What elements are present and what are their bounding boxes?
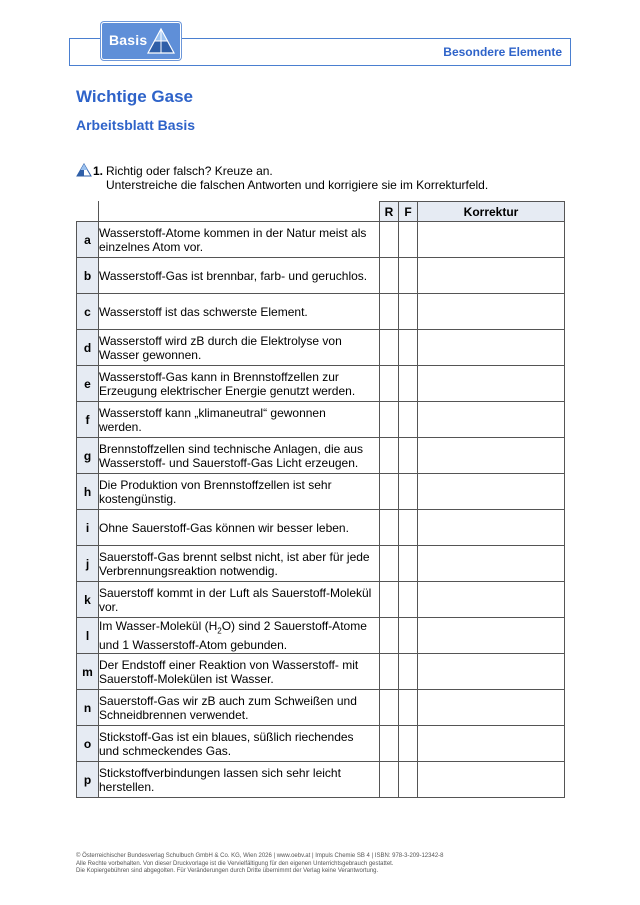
statement (99, 402, 380, 438)
header-korrektur: Korrektur (418, 202, 565, 222)
table-row (77, 654, 565, 690)
richtig-checkbox[interactable] (380, 618, 399, 654)
statement (99, 438, 380, 474)
falsch-checkbox[interactable] (399, 654, 418, 690)
statement (99, 294, 380, 330)
statement-line: Erzeugung elektrischer Energie genutzt werden. (99, 383, 356, 398)
statement-line: herstellen. (99, 779, 155, 794)
statement-line: Wasserstoff- und Sauerstoff-Gas Licht erzeugen. (99, 455, 359, 470)
statement-line: Stickstoffverbindungen lassen sich sehr leicht (99, 765, 341, 780)
logo-text: Basis (109, 32, 148, 48)
table-row (77, 546, 565, 582)
korrektur-field[interactable] (418, 546, 565, 582)
statement-line: werden. (99, 419, 142, 434)
richtig-checkbox[interactable] (380, 690, 399, 726)
korrektur-field[interactable] (418, 366, 565, 402)
page-subtitle: Arbeitsblatt Basis (76, 117, 196, 133)
statement-line: Der Endstoff einer Reaktion von Wasserstoff- mit (99, 657, 359, 672)
falsch-checkbox[interactable] (399, 366, 418, 402)
table-row (77, 618, 565, 654)
richtig-checkbox[interactable] (380, 654, 399, 690)
row-letter: c (77, 294, 99, 330)
richtig-checkbox[interactable] (380, 726, 399, 762)
row-letter: e (77, 366, 99, 402)
statement-line: Wasserstoff kann „klimaneutral“ gewonnen (99, 405, 326, 420)
falsch-checkbox[interactable] (399, 294, 418, 330)
triangle-logo-icon (146, 27, 176, 55)
statement-line: Sauerstoff-Gas wir zB auch zum Schweißen und (99, 693, 357, 708)
level-triangle-icon (76, 163, 92, 177)
statement-line: Sauerstoff-Molekülen ist Wasser. (99, 671, 274, 686)
falsch-checkbox[interactable] (399, 402, 418, 438)
statement-line: Stickstoff-Gas ist ein blaues, süßlich riechendes (99, 729, 354, 744)
page-title: Wichtige Gase (76, 87, 193, 106)
table-row (77, 330, 565, 366)
header-blank (99, 202, 380, 222)
korrektur-field[interactable] (418, 258, 565, 294)
statement-line: Sauerstoff-Gas brennt selbst nicht, ist aber für jede (99, 549, 370, 564)
statement (99, 618, 380, 654)
falsch-checkbox[interactable] (399, 474, 418, 510)
section-title: Besondere Elemente (443, 45, 562, 59)
korrektur-field[interactable] (418, 474, 565, 510)
table-row (77, 258, 565, 294)
korrektur-field[interactable] (418, 294, 565, 330)
richtig-checkbox[interactable] (380, 510, 399, 546)
statement (99, 546, 380, 582)
statement-line: und schmeckendes Gas. (99, 743, 232, 758)
statement-line: Wasserstoff-Gas kann in Brennstoffzellen zur (99, 369, 339, 384)
korrektur-field[interactable] (418, 402, 565, 438)
row-letter: p (77, 762, 99, 798)
statement-line: Verbrennungsreaktion notwendig. (99, 563, 278, 578)
statement-line: Die Produktion von Brennstoffzellen ist sehr (99, 477, 332, 492)
table-row (77, 762, 565, 798)
row-letter: m (77, 654, 99, 690)
statement (99, 366, 380, 402)
task-number: 1. (93, 164, 104, 178)
table-row (77, 294, 565, 330)
statement-line: Wasserstoff ist das schwerste Element. (99, 304, 308, 319)
statement-line: kostengünstig. (99, 491, 177, 506)
richtig-checkbox[interactable] (380, 330, 399, 366)
richtig-checkbox[interactable] (380, 402, 399, 438)
statement (99, 222, 380, 258)
richtig-checkbox[interactable] (380, 474, 399, 510)
statement (99, 654, 380, 690)
header-falsch: F (399, 202, 418, 222)
korrektur-field[interactable] (418, 510, 565, 546)
table-row (77, 474, 565, 510)
row-letter: j (77, 546, 99, 582)
row-letter: b (77, 258, 99, 294)
row-letter: i (77, 510, 99, 546)
korrektur-field[interactable] (418, 762, 565, 798)
row-letter: k (77, 582, 99, 618)
statement (99, 690, 380, 726)
statement (99, 474, 380, 510)
row-letter: h (77, 474, 99, 510)
table-header-row (77, 202, 565, 222)
statement (99, 510, 380, 546)
falsch-checkbox[interactable] (399, 582, 418, 618)
table-row (77, 366, 565, 402)
falsch-checkbox[interactable] (399, 726, 418, 762)
statement-line: Brennstoffzellen sind technische Anlagen, die aus (99, 441, 363, 456)
copyright-footer (76, 853, 444, 876)
statement (99, 582, 380, 618)
falsch-checkbox[interactable] (399, 690, 418, 726)
statement-line: Wasser gewonnen. (99, 347, 202, 362)
table-row (77, 438, 565, 474)
table-row (77, 402, 565, 438)
falsch-checkbox[interactable] (399, 618, 418, 654)
korrektur-field[interactable] (418, 582, 565, 618)
statement-line: Im Wasser-Molekül (H (99, 618, 218, 633)
statement-line: einzelnes Atom vor. (99, 239, 204, 254)
footer-line: © Österreichischer Bundesverlag Schulbuch GmbH & Co. KG, Wien 2026 | www.oebv.at | Impuls Chemie SB 4 | ISBN: 978-3-209-12342-8 (76, 853, 444, 859)
table-row (77, 690, 565, 726)
statement (99, 258, 380, 294)
task-instruction-2: Unterstreiche die falschen Antworten und korrigiere sie im Korrekturfeld. (106, 178, 489, 192)
korrektur-field[interactable] (418, 690, 565, 726)
task-instruction-1: Richtig oder falsch? Kreuze an. (106, 164, 273, 178)
richtig-checkbox[interactable] (380, 582, 399, 618)
richtig-checkbox[interactable] (380, 438, 399, 474)
row-letter: d (77, 330, 99, 366)
footer-line: Die Kopiergebühren sind abgegolten. Für Veränderungen durch Dritte übernimmt der Verlag keine Verantwortung. (76, 868, 379, 874)
statement (99, 726, 380, 762)
richtig-checkbox[interactable] (380, 222, 399, 258)
korrektur-field[interactable] (418, 438, 565, 474)
korrektur-field[interactable] (418, 726, 565, 762)
row-letter: f (77, 402, 99, 438)
korrektur-field[interactable] (418, 618, 565, 654)
statement-line: O) sind 2 Sauerstoff-Atome (221, 618, 367, 633)
statement-line: Ohne Sauerstoff-Gas können wir besser leben. (99, 520, 349, 535)
richtig-checkbox[interactable] (380, 294, 399, 330)
falsch-checkbox[interactable] (399, 762, 418, 798)
falsch-checkbox[interactable] (399, 438, 418, 474)
statement-line: Wasserstoff wird zB durch die Elektrolyse von (99, 333, 342, 348)
statement-line: vor. (99, 599, 119, 614)
korrektur-field[interactable] (418, 222, 565, 258)
table-row (77, 726, 565, 762)
table-row (77, 510, 565, 546)
falsch-checkbox[interactable] (399, 258, 418, 294)
table-row (77, 222, 565, 258)
basis-logo (101, 22, 181, 60)
richtig-checkbox[interactable] (380, 258, 399, 294)
statement-line: und 1 Wasserstoff-Atom gebunden. (99, 638, 288, 653)
worksheet-table (76, 201, 565, 798)
row-letter: o (77, 726, 99, 762)
statement (99, 330, 380, 366)
korrektur-field[interactable] (418, 654, 565, 690)
header-blank (77, 202, 99, 222)
richtig-checkbox[interactable] (380, 366, 399, 402)
subscript: 2 (217, 626, 222, 636)
statement-line: Sauerstoff kommt in der Luft als Sauerstoff-Molekül (99, 585, 372, 600)
row-letter: a (77, 222, 99, 258)
row-letter: n (77, 690, 99, 726)
falsch-checkbox[interactable] (399, 546, 418, 582)
statement (99, 762, 380, 798)
footer-line: Alle Rechte vorbehalten. Von dieser Druckvorlage ist die Vervielfältigung für den eigenen Unterrichtsgebrauch gestattet. (76, 860, 394, 867)
richtig-checkbox[interactable] (380, 546, 399, 582)
table-row (77, 582, 565, 618)
row-letter: l (77, 618, 99, 654)
falsch-checkbox[interactable] (399, 222, 418, 258)
richtig-checkbox[interactable] (380, 762, 399, 798)
falsch-checkbox[interactable] (399, 330, 418, 366)
row-letter: g (77, 438, 99, 474)
statement-line: Schneidbrennen verwendet. (99, 707, 249, 722)
korrektur-field[interactable] (418, 330, 565, 366)
statement-line: Wasserstoff-Gas ist brennbar, farb- und geruchlos. (99, 268, 368, 283)
statement-line: Wasserstoff-Atome kommen in der Natur meist als (99, 225, 367, 240)
falsch-checkbox[interactable] (399, 510, 418, 546)
header-richtig: R (380, 202, 399, 222)
